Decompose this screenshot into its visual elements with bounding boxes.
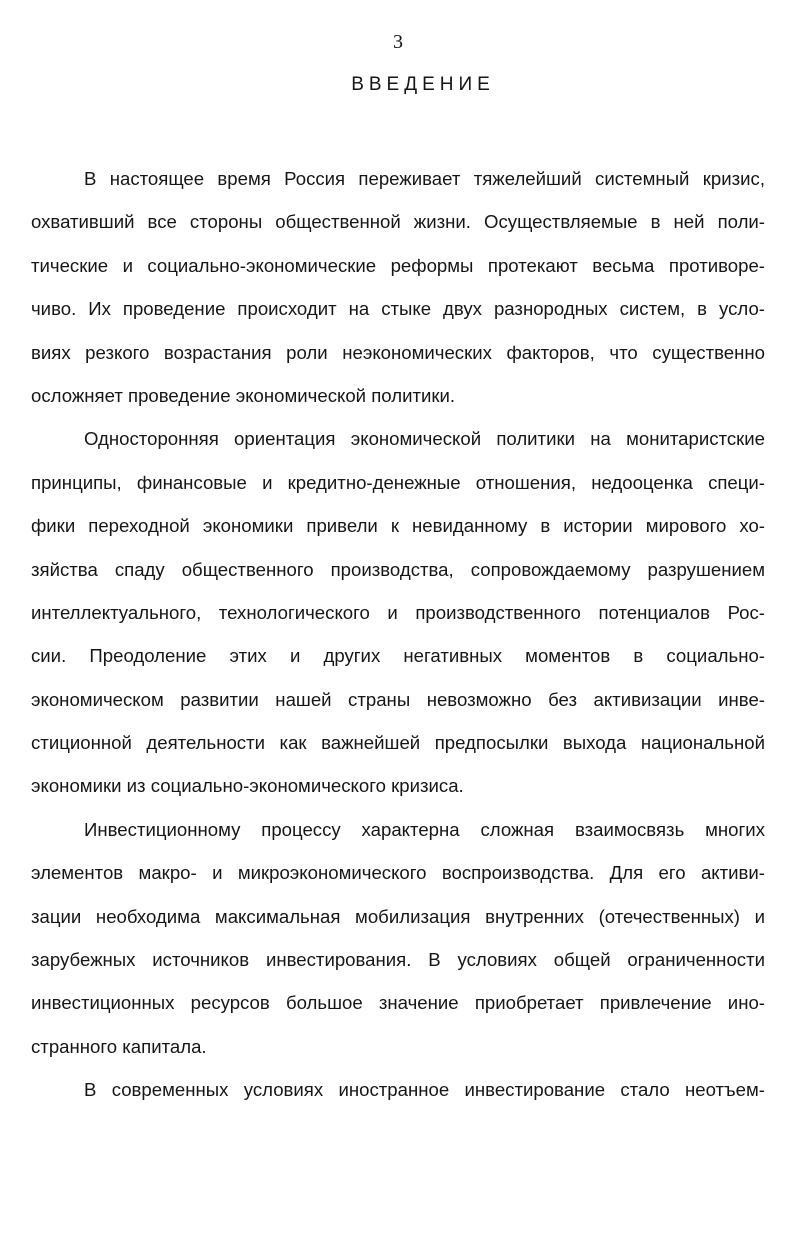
paragraph-1-line-2: охвативший все стороны общественной жизни. Осуществляемые в ней поли- bbox=[31, 211, 765, 233]
paragraph-1-line-5: виях резкого возрастания роли неэкономических факторов, что существенно bbox=[31, 341, 765, 363]
paragraph-1-line-4: чиво. Их проведение происходит на стыке двух разнородных систем, в усло- bbox=[31, 298, 765, 320]
body-text bbox=[31, 157, 765, 1112]
page-number: 3 bbox=[393, 31, 403, 53]
paragraph-3-line-2: элементов макро- и микроэкономического воспроизводства. Для его активи- bbox=[31, 862, 765, 884]
paragraph-3-line-4: зарубежных источников инвестирования. В условиях общей ограниченности bbox=[31, 949, 765, 971]
paragraph-2-line-7: экономическом развитии нашей страны невозможно без активизации инве- bbox=[31, 688, 765, 710]
paragraph-1-line-6: осложняет проведение экономической политики. bbox=[31, 384, 456, 406]
paragraph-3-line-5: инвестиционных ресурсов большое значение приобретает привлечение ино- bbox=[31, 992, 765, 1014]
paragraph-2-line-3: фики переходной экономики привели к невиданному в истории мирового хо- bbox=[31, 515, 765, 537]
paragraph-3-line-6: странного капитала. bbox=[31, 1035, 207, 1057]
paragraph-1-line-3: тические и социально-экономические реформы протекают весьма противоре- bbox=[31, 254, 765, 276]
paragraph-3-line-3: зации необходима максимальная мобилизация внутренних (отечественных) и bbox=[31, 905, 765, 927]
section-heading: ВВЕДЕНИЕ bbox=[351, 74, 495, 95]
paragraph-2-line-8: стиционной деятельности как важнейшей предпосылки выхода национальной bbox=[31, 732, 765, 754]
paragraph-2-line-6: сии. Преодоление этих и других негативных моментов в социально- bbox=[31, 645, 765, 667]
paragraph-2-line-1: Односторонняя ориентация экономической политики на монитаристские bbox=[84, 428, 765, 450]
paragraph-2-line-5: интеллектуального, технологического и производственного потенциалов Рос- bbox=[31, 601, 765, 623]
paragraph-2-line-9: экономики из социально-экономического кризиса. bbox=[31, 775, 464, 797]
paragraph-2-line-4: зяйства спаду общественного производства, сопровождаемому разрушением bbox=[31, 558, 765, 580]
paragraph-3-line-1: Инвестиционному процессу характерна сложная взаимосвязь многих bbox=[84, 818, 765, 840]
paragraph-2-line-2: принципы, финансовые и кредитно-денежные отношения, недооценка специ- bbox=[31, 471, 765, 493]
paragraph-1-line-1: В настоящее время Россия переживает тяжелейший системный кризис, bbox=[84, 168, 765, 189]
paragraph-4-line-1: В современных условиях иностранное инвестирование стало неотъем- bbox=[84, 1079, 765, 1101]
